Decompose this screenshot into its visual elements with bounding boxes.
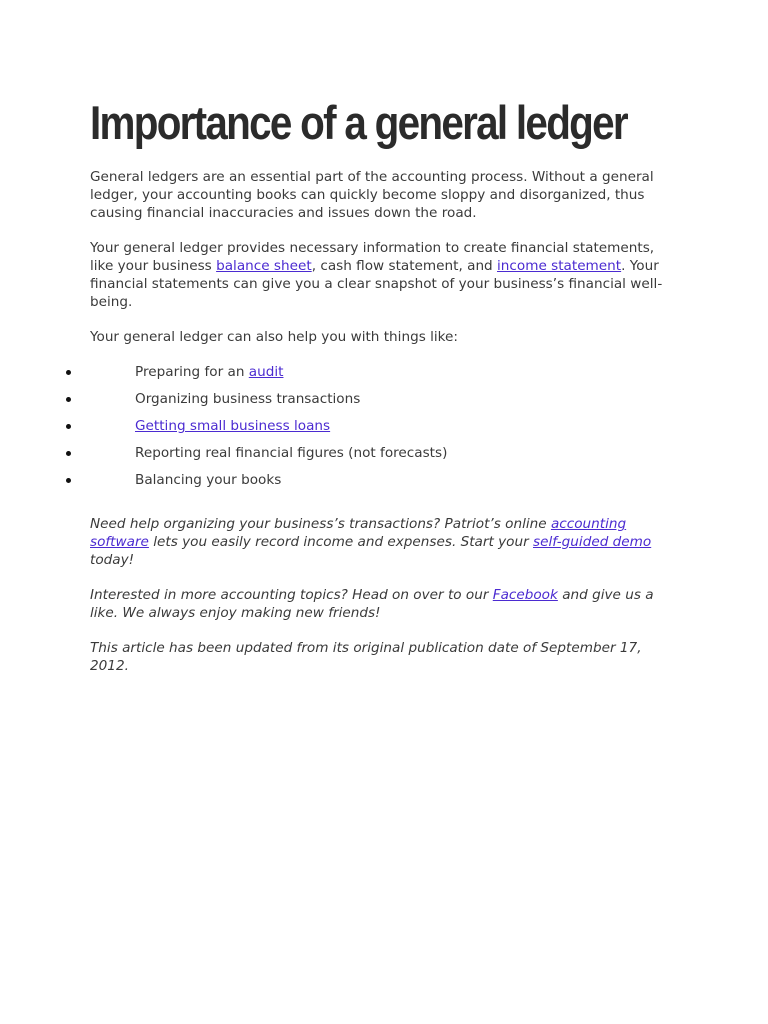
- accounting-software-link[interactable]: accounting software: [90, 516, 627, 550]
- update-note-paragraph: This article has been updated from its original publication date of September 17, 2012.: [90, 640, 642, 674]
- list-item-text: Organizing business transactions: [135, 391, 361, 407]
- financial-statements-paragraph: [90, 239, 670, 311]
- self-guided-demo-link[interactable]: self-guided demo: [533, 534, 652, 550]
- list-item-text: [135, 363, 283, 381]
- list-intro-paragraph: Your general ledger can also help you with things like:: [90, 329, 458, 345]
- benefits-list: [90, 363, 670, 498]
- bullet-icon: [66, 478, 71, 483]
- audit-link[interactable]: audit: [248, 364, 284, 380]
- text-segment: Your general ledger provides necessary information to create financial statements, like your business: [90, 240, 655, 274]
- text-segment: and give us a like. We always enjoy making new friends!: [90, 587, 654, 621]
- bullet-icon: [66, 451, 71, 456]
- text-segment: lets you easily record income and expenses. Start your: [148, 534, 533, 550]
- intro-paragraph: General ledgers are an essential part of the accounting process. Without a general ledger, your accounting books can quickly become sloppy and disorganized, thus causing financial inaccuracies and issues down the road.: [90, 169, 654, 221]
- list-item: [90, 363, 670, 390]
- small-business-loans-link[interactable]: Getting small business loans: [135, 418, 331, 434]
- bullet-icon: [66, 424, 71, 429]
- list-item: [90, 417, 670, 444]
- text-segment: Preparing for an: [135, 364, 249, 380]
- software-promo-paragraph: [90, 515, 670, 569]
- text-segment: today!: [90, 552, 135, 568]
- list-item-text: Balancing your books: [135, 472, 282, 488]
- text-segment: Interested in more accounting topics? Head on over to our: [90, 587, 493, 603]
- list-item: [90, 444, 670, 471]
- page-title: Importance of a general ledger: [90, 96, 627, 149]
- list-item: [90, 390, 670, 417]
- facebook-link[interactable]: Facebook: [492, 587, 558, 603]
- list-item-text: [135, 417, 330, 435]
- article: [90, 96, 670, 692]
- list-item: [90, 471, 670, 498]
- list-item-text: Reporting real financial figures (not forecasts): [135, 445, 448, 461]
- bullet-icon: [66, 397, 71, 402]
- facebook-promo-paragraph: [90, 586, 670, 622]
- text-segment: Need help organizing your business’s transactions? Patriot’s online: [90, 516, 551, 532]
- income-statement-link[interactable]: income statement: [497, 258, 622, 274]
- text-segment: . Your financial statements can give you a clear snapshot of your business’s financial well-being.: [90, 258, 663, 310]
- bullet-icon: [66, 370, 71, 375]
- text-segment: , cash flow statement, and: [311, 258, 498, 274]
- balance-sheet-link[interactable]: balance sheet: [216, 258, 312, 274]
